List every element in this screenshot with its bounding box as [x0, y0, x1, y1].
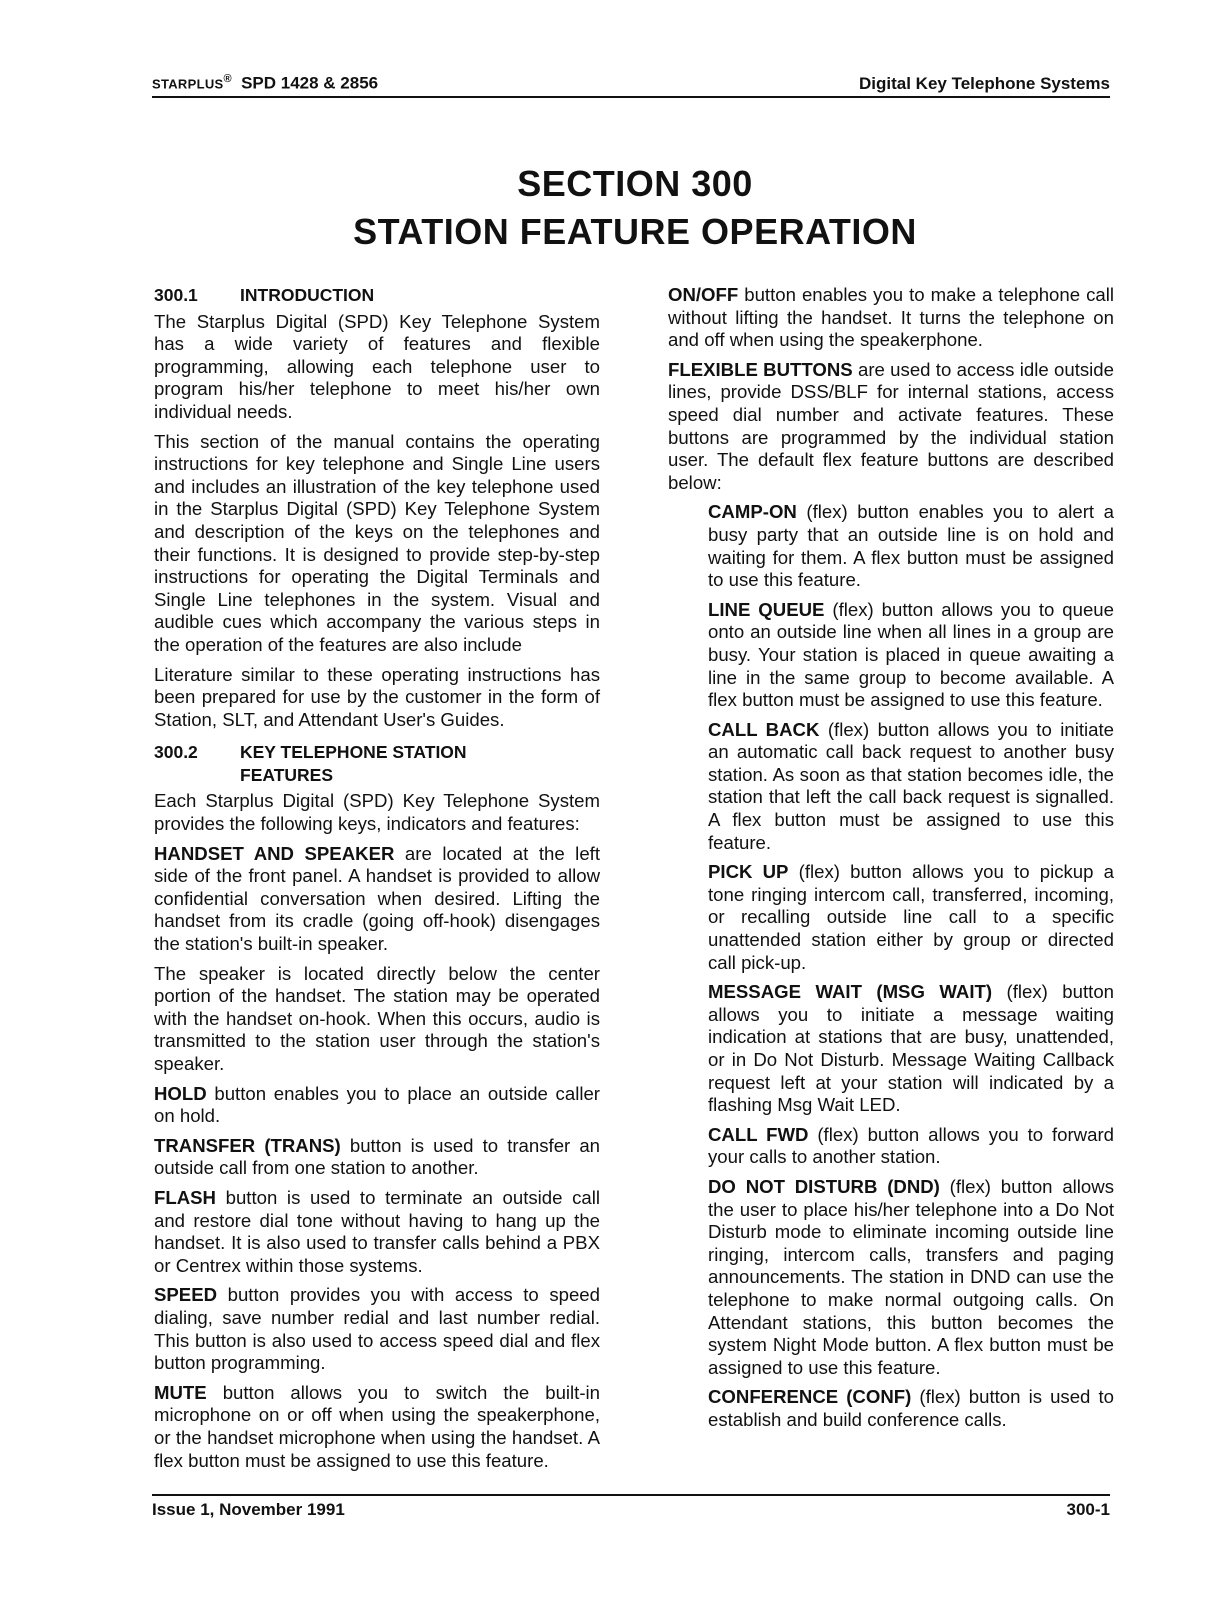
- feature-keyword: HANDSET AND SPEAKER: [154, 842, 395, 864]
- feature-description: [154, 963, 600, 1076]
- section-name-title: STATION FEATURE OPERATION: [353, 211, 917, 252]
- feature-text: (flex) button is used to establish and build conference calls.: [708, 1386, 1114, 1430]
- header-model: SPD 1428 & 2856: [241, 74, 379, 93]
- right-column: [668, 284, 1114, 1439]
- feature-keyword: MUTE: [154, 1381, 207, 1403]
- header-title: Digital Key Telephone Systems: [859, 74, 1110, 93]
- section-number: 300.2: [154, 742, 198, 763]
- feature-keyword: MESSAGE WAIT (MSG WAIT): [708, 981, 993, 1003]
- feature-text: (flex) button allows you to initiate a message waiting indication at stations that are busy, unattended, or in Do Not Disturb. Message Waiting Callback request left at your station will indicated by a flashing Msg Wait LED.: [708, 981, 1114, 1116]
- feature-keyword: CAMP-ON: [708, 501, 797, 523]
- feature-text: button provides you with access to speed dialing, save number redial and last number redial. This button is also used to access speed dial and flex button programming.: [154, 1284, 600, 1374]
- feature-text: are used to access idle outside lines, provide DSS/BLF for internal stations, access speed dial number and activate features. These buttons are programmed by the individual station user. The default flex feature buttons are described below:: [668, 358, 1114, 493]
- feature-keyword: LINE QUEUE: [708, 598, 825, 620]
- footer-issue: Issue 1, November 1991: [152, 1500, 345, 1519]
- feature-description: [154, 1187, 600, 1277]
- feature-description: [708, 1176, 1114, 1379]
- header-brand: STARPLUS: [152, 77, 224, 92]
- feature-description: [154, 1382, 600, 1472]
- feature-description: [708, 861, 1114, 974]
- feature-keyword: CONFERENCE (CONF): [708, 1386, 912, 1408]
- feature-description: [154, 843, 600, 956]
- left-column: [154, 284, 600, 1479]
- feature-text: (flex) button allows you to pickup a tone ringing intercom call, transferred, incoming, or recalling outside line call to a specific unattended station either by group or directed call pick-up.: [708, 861, 1115, 973]
- feature-keyword: ON/OFF: [668, 284, 739, 305]
- feature-description: [668, 359, 1114, 495]
- feature-keyword: TRANSFER (TRANS): [154, 1134, 341, 1156]
- feature-text: button allows you to switch the built-in microphone on or off when using the speakerphone, or the handset microphone when using the handset. A flex button must be assigned to use this feature.: [154, 1381, 600, 1471]
- feature-keyword: CALL FWD: [708, 1123, 809, 1145]
- feature-keyword: DO NOT DISTURB (DND): [708, 1175, 940, 1197]
- section-heading-features: [154, 741, 600, 786]
- feature-text: button enables you to place an outside caller on hold.: [154, 1082, 600, 1127]
- feature-description: [154, 1135, 600, 1180]
- section-heading-intro: [154, 284, 600, 307]
- feature-keyword: FLEXIBLE BUTTONS: [668, 358, 853, 380]
- intro-paragraph: Literature similar to these operating instructions has been prepared for use by the customer in the form of Station, SLT, and Attendant User's Guides.: [154, 663, 600, 730]
- feature-description: [708, 599, 1114, 712]
- intro-paragraph: This section of the manual contains the operating instructions for key telephone and Single Line users and includes an illustration of the key telephone used in the Starplus Digital (SPD) Key Telephone System and description of the keys on the telephones and their functions. It is designed to provide step-by-step instructions for operating the Digital Terminals and Single Line telephones in the system. Visual and audible cues which accompany the various steps in the operation of the features are also include: [154, 430, 600, 655]
- feature-text: button is used to transfer an outside call from one station to another.: [154, 1134, 601, 1179]
- feature-text: button enables you to make a telephone call without lifting the handset. It turns the telephone on and off when using the speakerphone.: [668, 284, 1114, 351]
- page-header: [152, 70, 1110, 98]
- section-number-title: SECTION 300: [517, 163, 753, 204]
- feature-keyword: SPEED: [154, 1284, 218, 1306]
- feature-description: [708, 719, 1114, 855]
- features-paragraph: Each Starplus Digital (SPD) Key Telephone System provides the following keys, indicators and features:: [154, 790, 600, 835]
- feature-keyword: CALL BACK: [708, 718, 820, 740]
- feature-description: [708, 501, 1114, 591]
- feature-text: The speaker is located directly below the center portion of the handset. The station may be operated with the handset on-hook. When this occurs, audio is transmitted to the station user through the station's speaker.: [154, 962, 600, 1074]
- feature-text: (flex) button allows you to forward your calls to another station.: [708, 1123, 1114, 1168]
- section-title: INTRODUCTION: [240, 285, 375, 305]
- page-footer: [152, 1494, 1110, 1519]
- feature-keyword: HOLD: [154, 1082, 207, 1104]
- feature-text: (flex) button allows you to queue onto an outside line when all lines in a group are busy. Your station is placed in queue awaiting a line in the same group to become available. A flex button must be assigned to use this feature.: [708, 598, 1114, 711]
- footer-page-number: 300-1: [1066, 1500, 1110, 1519]
- left-feature-list: [154, 843, 600, 1472]
- page-title: [0, 160, 1228, 256]
- feature-description: [708, 1386, 1114, 1431]
- feature-text: button is used to terminate an outside call and restore dial tone without having to hang up the handset. It is also used to transfer calls behind a PBX or Centrex within those systems.: [154, 1186, 600, 1276]
- feature-keyword: PICK UP: [708, 861, 789, 883]
- header-product: [152, 73, 378, 94]
- flex-feature-list: [668, 501, 1114, 1431]
- feature-description: [708, 1124, 1114, 1169]
- feature-description: [668, 284, 1114, 352]
- feature-text: (flex) button allows you to initiate an automatic call back request to another busy station. As soon as that station becomes idle, the station that left the call back request is signalled. A flex button must be assigned to use this feature.: [708, 718, 1114, 853]
- feature-text: (flex) button enables you to alert a busy party that an outside line is on hold and waiting for them. A flex button must be assigned to use this feature.: [708, 501, 1114, 591]
- feature-text: are located at the left side of the front panel. A handset is provided to allow confidential conversation when desired. Lifting the handset from its cradle (going off-hook) disengages the station's built-in speaker.: [154, 842, 600, 955]
- section-title: KEY TELEPHONE STATION FEATURES: [240, 742, 467, 785]
- feature-keyword: FLASH: [154, 1186, 216, 1208]
- intro-paragraph: The Starplus Digital (SPD) Key Telephone System has a wide variety of features and flexible programming, allowing each telephone user to program his/her telephone to meet his/her own individual needs.: [154, 310, 600, 422]
- feature-description: [154, 1083, 600, 1128]
- feature-text: (flex) button allows the user to place his/her telephone into a Do Not Disturb mode to eliminate incoming outside line ringing, intercom calls, transfers and paging announcements. The station in DND can use the telephone to make normal outgoing calls. On Attendant stations, this button becomes the system Night Mode button. A flex button must be assigned to use this feature.: [708, 1175, 1114, 1378]
- section-number: 300.1: [154, 285, 198, 305]
- right-feature-list: [668, 284, 1114, 494]
- feature-description: [708, 981, 1114, 1117]
- feature-description: [154, 1284, 600, 1374]
- registered-mark: ®: [223, 73, 232, 86]
